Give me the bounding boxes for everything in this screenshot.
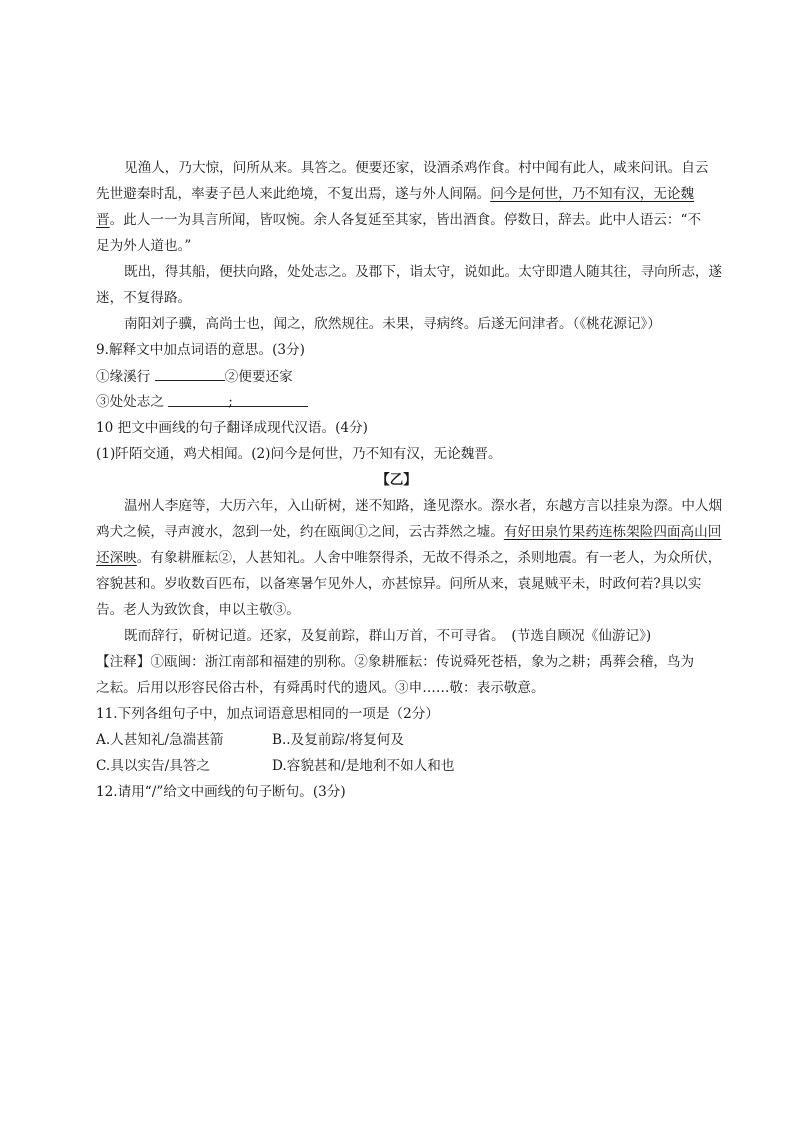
yi-text: 鸡犬之候，寻声渡水，忽到一处，约在瓯闽①之间，云古莽然之墟。 xyxy=(96,524,504,540)
jia-text: 。此人一一为具言所闻，皆叹惋。余人各复延至其家，皆出酒食。停数日，辞去。此中人语云：“不 xyxy=(109,212,702,228)
yi-heading: 【乙】 xyxy=(376,472,417,488)
q9-separator: ; xyxy=(228,394,233,410)
q9-stem: 9.解释文中加点词语的意思。(3分) xyxy=(96,342,305,358)
q11-stem: 11.下列各组句子中，加点词语意思相同的一项是（2分） xyxy=(96,706,439,722)
q9-row2 xyxy=(96,392,308,412)
q12-stem: 12.请用“/”给文中画线的句子断句。(3分) xyxy=(96,784,346,800)
jia-p1-line2 xyxy=(96,184,694,204)
q11-row2 xyxy=(96,756,454,776)
q10-stem: 10 把文中画线的句子翻译成现代汉语。(4分) xyxy=(96,420,368,436)
jia-p2-line1: 既出，得其船，便扶向路，处处志之。及郡下，诣太守，说如此。太守即遣人随其往，寻向所志，遂 xyxy=(124,264,723,280)
jia-p1-line4: 足为外人道也。” xyxy=(96,238,192,254)
q9-row1 xyxy=(96,366,293,387)
jia-p2-line2: 迷，不复得路。 xyxy=(96,290,192,306)
jia-p1-line3 xyxy=(96,210,701,230)
jia-p1-line1: 见渔人，乃大惊，问所从来。具答之。便要还家，设酒杀鸡作食。村中闻有此人，咸来问讯。自云 xyxy=(124,160,709,176)
q10-items: (1)阡陌交通，鸡犬相闻。(2)问今是何世，乃不知有汉，无论魏晋。 xyxy=(96,446,502,462)
yi-note-line1: 【注释】①瓯闽：浙江南部和福建的别称。②象耕雁耘：传说舜死苍梧，象为之耕；禹葬会稽，鸟为 xyxy=(96,654,695,670)
q9-item3: ③处处志之 xyxy=(96,394,164,410)
jia-underlined-sentence: 问今是何世，乃不知有汉，无论魏 xyxy=(490,186,695,202)
yi-p1-line3 xyxy=(96,548,721,568)
yi-p1-line2 xyxy=(96,522,721,542)
yi-p1-line5: 告。老人为致饮食，申以主敬③。 xyxy=(96,602,300,618)
yi-text: 。有象耕雁耘②，人甚知礼。人舍中唯祭得杀，无故不得杀之，杀则地震。有一老人，为众所伏， xyxy=(136,550,722,566)
jia-underlined-sentence-end: 晋 xyxy=(96,212,110,228)
q11-option-b[interactable]: B..及复前踪/将复何及 xyxy=(272,732,404,748)
answer-blank[interactable] xyxy=(155,366,225,381)
yi-p1-line1: 温州人李庭等，大历六年，入山斫树，迷不知路，逢见漈水。漈水者，东越方言以挂泉为漈。中人烟 xyxy=(124,498,723,514)
q11-option-d[interactable]: D.容貌甚和/是地利不如人和也 xyxy=(272,758,455,774)
answer-blank[interactable] xyxy=(168,392,308,410)
jia-p3: 南阳刘子骥，高尚士也，闻之，欣然规往。未果，寻病终。后遂无问津者。（《桃花源记》） xyxy=(124,316,661,332)
q11-option-c[interactable]: C.具以实告/具答之 xyxy=(96,758,210,774)
jia-text: 先世避秦时乱，率妻子邑人来此绝境，不复出焉，遂与外人间隔。 xyxy=(96,186,491,202)
q9-item1: ①缘溪行 xyxy=(96,369,151,385)
yi-p1-line4: 容貌甚和。岁收数百匹布，以备寒暑乍见外人，亦甚惊异。问所从来，袁晁贼平未，时政何若?具以实 xyxy=(96,576,702,592)
q11-row1 xyxy=(96,730,404,750)
yi-note-line2: 之耘。后用以形容民俗古朴，有舜禹时代的遗风。③申……敬：表示敬意。 xyxy=(96,680,545,696)
yi-p2: 既而辞行，斫树记道。还家，及复前踪，群山万首，不可寻省。 (节选自顾况《仙游记》) xyxy=(124,628,652,644)
yi-underlined-sentence-end: 还深映 xyxy=(96,550,137,566)
yi-underlined-sentence: 有好田泉竹果药连栋架险四面高山回 xyxy=(503,524,722,540)
q9-item2: ②便要还家 xyxy=(224,369,293,385)
q11-option-a[interactable]: A.人甚知礼/急湍甚箭 xyxy=(96,732,224,748)
